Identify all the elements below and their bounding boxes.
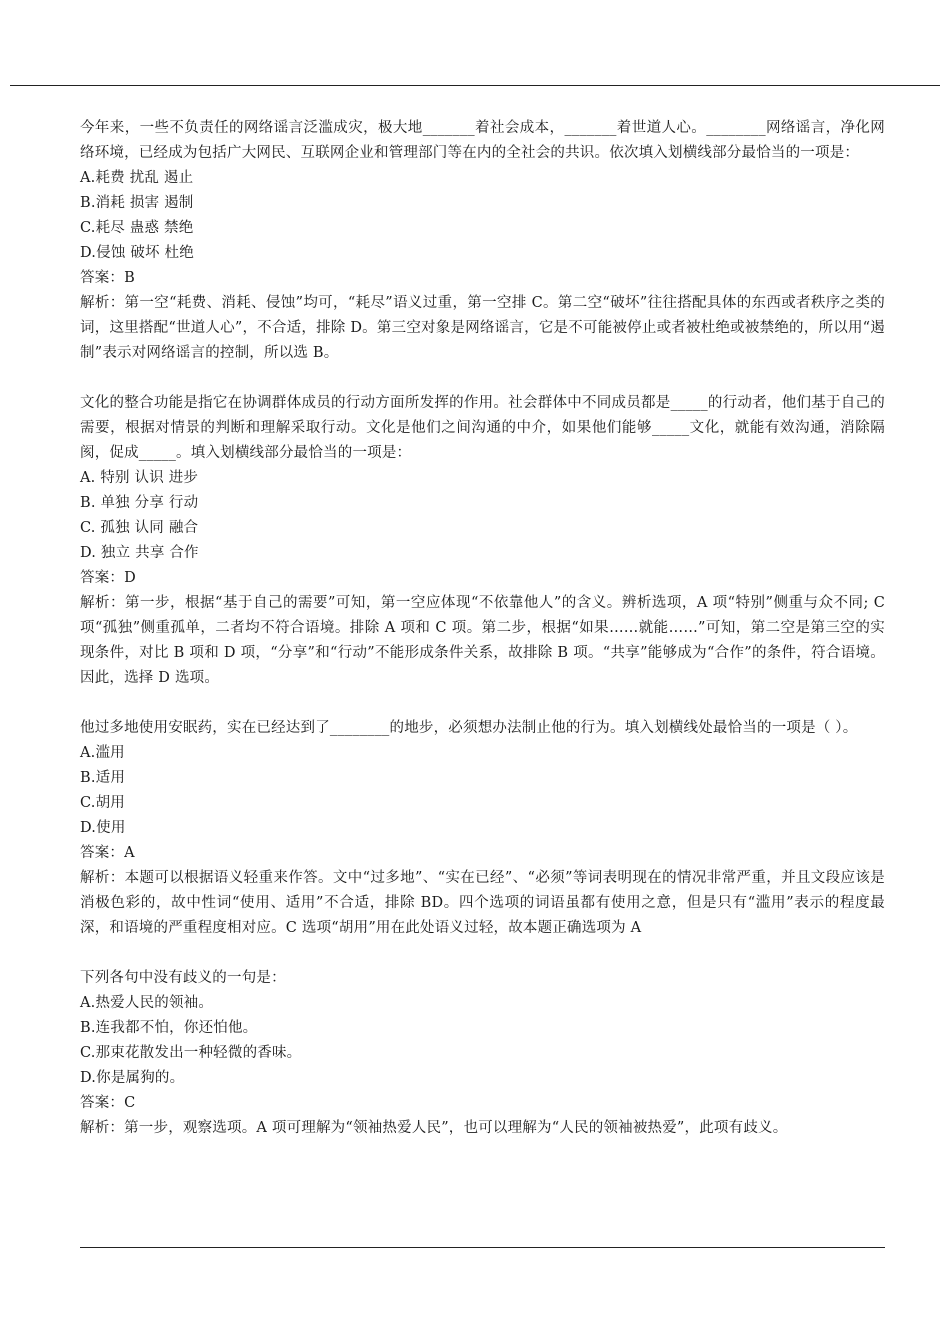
option-d: D.使用: [80, 820, 126, 836]
footer-rule: [80, 1247, 885, 1248]
document-body: [80, 116, 885, 1166]
answer: 答案：A: [80, 845, 135, 861]
answer: 答案：B: [80, 270, 135, 286]
analysis: 解析：第一空“耗费、消耗、侵蚀”均可，“耗尽”语义过重，第一空排 C。第二空“破坏”往往搭配具体的东西或者秩序之类的词，这里搭配“世道人心”，不合适，排除 D。第三空对象是网络谣言，它是不可能被停止或者被杜绝或被禁绝的，所以用“遏制”表示对网络谣言的控制，所以选 B。: [80, 295, 885, 361]
option-d: D.你是属狗的。: [80, 1070, 185, 1086]
option-b: B. 单独 分享 行动: [80, 495, 199, 511]
header-rule: [10, 85, 940, 86]
option-c: C.耗尽 蛊惑 禁绝: [80, 220, 194, 236]
question-4: [80, 966, 885, 1141]
option-b: B.连我都不怕，你还怕他。: [80, 1020, 258, 1036]
question-2: [80, 391, 885, 691]
option-b: B.适用: [80, 770, 126, 786]
option-c: C.那束花散发出一种轻微的香味。: [80, 1045, 302, 1061]
option-c: C. 孤独 认同 融合: [80, 520, 199, 536]
answer: 答案：C: [80, 1095, 136, 1111]
option-b: B.消耗 损害 遏制: [80, 195, 194, 211]
question-stem: 他过多地使用安眠药，实在已经达到了________的地步，必须想办法制止他的行为。填入划横线处最恰当的一项是（ ）。: [80, 720, 858, 736]
question-1: [80, 116, 885, 366]
option-d: D. 独立 共享 合作: [80, 545, 199, 561]
answer: 答案：D: [80, 570, 136, 586]
question-3: [80, 716, 885, 941]
question-stem: 下列各句中没有歧义的一句是：: [80, 970, 286, 986]
option-a: A.耗费 扰乱 遏止: [80, 170, 194, 186]
option-a: A.热爱人民的领袖。: [80, 995, 214, 1011]
question-stem: 文化的整合功能是指它在协调群体成员的行动方面所发挥的作用。社会群体中不同成员都是_____的行动者，他们基于自己的需要，根据对情景的判断和理解采取行动。文化是他们之间沟通的中介，如果他们能够_____文化，就能有效沟通，消除隔阂，促成_____。填入划横线部分最恰当的一项是：: [80, 395, 885, 461]
analysis: 解析：第一步，根据“基于自己的需要”可知，第一空应体现“不依靠他人”的含义。辨析选项，A 项“特别”侧重与众不同; C 项“孤独”侧重孤单，二者均不符合语境。排除 A 项和 C 项。第二步，根据“如果……就能……”可知，第二空是第三空的实现条件，对比 B 项和 D 项，“分享”和“行动”不能形成条件关系，故排除 B 项。“共享”能够成为“合作”的条件，符合语境。因此，选择 D 选项。: [80, 595, 885, 686]
option-d: D.侵蚀 破坏 杜绝: [80, 245, 194, 261]
option-a: A. 特别 认识 进步: [80, 470, 199, 486]
option-a: A.滥用: [80, 745, 125, 761]
analysis: 解析：第一步，观察选项。A 项可理解为“领袖热爱人民”，也可以理解为“人民的领袖被热爱”，此项有歧义。: [80, 1120, 788, 1136]
analysis: 解析：本题可以根据语义轻重来作答。文中“过多地”、“实在已经”、“必须”等词表明现在的情况非常严重，并且文段应该是消极色彩的，故中性词“使用、适用”不合适，排除 BD。四个选项的词语虽都有使用之意，但是只有“滥用”表示的程度最深，和语境的严重程度相对应。C 选项“胡用”用在此处语义过轻，故本题正确选项为 A: [80, 870, 885, 936]
question-stem: 今年来，一些不负责任的网络谣言泛滥成灾，极大地_______着社会成本，_______着世道人心。________网络谣言，净化网络环境，已经成为包括广大网民、互联网企业和管理部门等在内的全社会的共识。依次填入划横线部分最恰当的一项是：: [80, 120, 885, 161]
option-c: C.胡用: [80, 795, 125, 811]
